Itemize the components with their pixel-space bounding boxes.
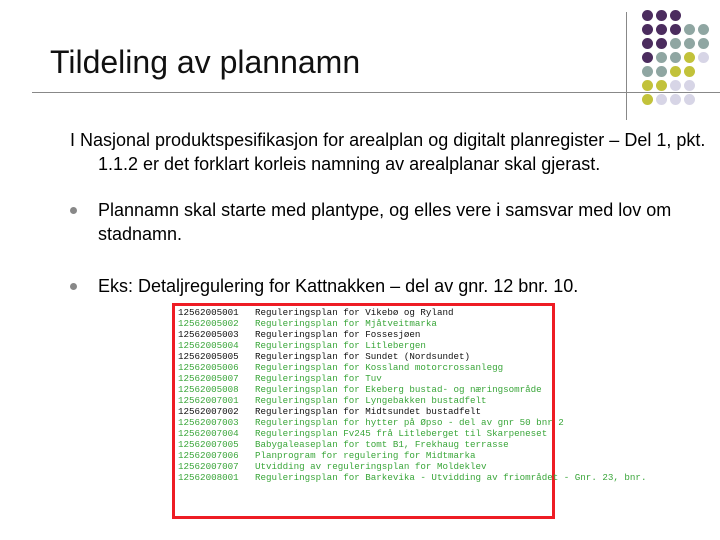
plan-list-row — [175, 395, 552, 406]
decor-dot — [642, 94, 653, 105]
plan-name: Reguleringsplan for hytter på Øpso - del av gnr 50 bnr 2 — [255, 417, 564, 428]
plan-code: 12562007004 — [178, 428, 239, 439]
plan-code: 12562005006 — [178, 362, 239, 373]
decor-dot — [670, 24, 681, 35]
slide-title: Tildeling av plannamn — [50, 44, 361, 80]
plan-code: 12562007007 — [178, 461, 239, 472]
plan-list-row — [175, 329, 552, 340]
plan-name: Reguleringsplan for Lyngebakken bustadfelt — [255, 395, 487, 406]
decor-dot — [670, 80, 681, 91]
plan-code: 12562005004 — [178, 340, 239, 351]
plan-code: 12562007003 — [178, 417, 239, 428]
decor-dot — [656, 66, 667, 77]
plan-name: Reguleringsplan for Midtsundet bustadfelt — [255, 406, 482, 417]
plan-name: Reguleringsplan for Mjåtveitmarka — [255, 318, 437, 329]
decor-dot — [698, 52, 709, 63]
plan-code: 12562005005 — [178, 351, 239, 362]
plan-list-row — [175, 373, 552, 384]
plan-code: 12562005007 — [178, 373, 239, 384]
decor-dot — [684, 80, 695, 91]
decor-dot — [642, 66, 653, 77]
plan-name: Reguleringsplan for Tuv — [255, 373, 382, 384]
decor-dot — [642, 10, 653, 21]
decor-dot — [670, 10, 681, 21]
bullet-marker — [70, 283, 77, 290]
plan-code: 12562007006 — [178, 450, 239, 461]
plan-name: Reguleringsplan Fv245 frå Litleberget til Skarpeneset — [255, 428, 548, 439]
plan-name: Babygaleaseplan for tomt B1, Frekhaug terrasse — [255, 439, 509, 450]
bullet-marker — [70, 207, 77, 214]
decor-dot — [670, 94, 681, 105]
decor-dot — [656, 80, 667, 91]
plan-list-row — [175, 439, 552, 450]
plan-code: 12562007005 — [178, 439, 239, 450]
decor-dot — [642, 80, 653, 91]
plan-list-row — [175, 318, 552, 329]
decor-dot — [670, 52, 681, 63]
plan-name: Reguleringsplan for Ekeberg bustad- og næringsområde — [255, 384, 542, 395]
plan-code: 12562008001 — [178, 472, 239, 483]
plan-code: 12562007002 — [178, 406, 239, 417]
decor-dot — [684, 66, 695, 77]
plan-name: Reguleringsplan for Fossesjøen — [255, 329, 421, 340]
decor-dot — [684, 24, 695, 35]
decor-dot — [642, 52, 653, 63]
bullet-text: Plannamn skal starte med plantype, og elles vere i samsvar med lov om stadnamn. — [98, 200, 672, 244]
decorative-vertical-line — [626, 12, 627, 120]
decor-dot — [698, 38, 709, 49]
plan-list-row — [175, 417, 564, 428]
plan-list-row — [175, 351, 552, 362]
intro-paragraph: I Nasjonal produktspesifikasjon for arealplan og digitalt planregister – Del 1, pkt. 1.1.2 er det forklart korleis namning av arealplanar skal gjerast. — [70, 130, 706, 174]
plan-name: Reguleringsplan for Vikebø og Ryland — [255, 307, 454, 318]
plan-list-row — [175, 428, 552, 439]
plan-list-row — [175, 472, 647, 483]
decor-dot — [684, 94, 695, 105]
decor-dot — [656, 24, 667, 35]
plan-list-row — [175, 307, 552, 318]
decor-dot — [642, 38, 653, 49]
plan-code: 12562005001 — [178, 307, 239, 318]
plan-list-row — [175, 406, 552, 417]
decor-dot — [656, 94, 667, 105]
decor-dot — [698, 24, 709, 35]
plan-list-row — [175, 450, 552, 461]
decor-dot — [670, 66, 681, 77]
plan-list-row — [175, 384, 552, 395]
plan-code: 12562005002 — [178, 318, 239, 329]
decor-dot — [656, 52, 667, 63]
decor-dot — [684, 38, 695, 49]
plan-name: Reguleringsplan for Barkevika - Utvidding av friområdet - Gnr. 23, bnr. — [255, 472, 647, 483]
plan-list-screenshot — [172, 303, 647, 519]
decor-dot — [684, 52, 695, 63]
bullet-text: Eks: Detaljregulering for Kattnakken – del av gnr. 12 bnr. 10. — [98, 276, 579, 296]
decor-dot — [670, 38, 681, 49]
plan-list-row — [175, 340, 552, 351]
decor-dot — [656, 38, 667, 49]
plan-list-row — [175, 362, 552, 373]
plan-name: Reguleringsplan for Litlebergen — [255, 340, 426, 351]
decorative-horizontal-line — [32, 92, 720, 93]
plan-name: Planprogram for regulering for Midtmarka — [255, 450, 476, 461]
decor-dot — [656, 10, 667, 21]
plan-name: Utvidding av reguleringsplan for Moldeklev — [255, 461, 487, 472]
plan-list-row — [175, 461, 552, 472]
plan-code: 12562007001 — [178, 395, 239, 406]
plan-name: Reguleringsplan for Kossland motorcrossanlegg — [255, 362, 504, 373]
plan-name: Reguleringsplan for Sundet (Nordsundet) — [255, 351, 471, 362]
plan-code: 12562005008 — [178, 384, 239, 395]
plan-code: 12562005003 — [178, 329, 239, 340]
decor-dot — [642, 24, 653, 35]
